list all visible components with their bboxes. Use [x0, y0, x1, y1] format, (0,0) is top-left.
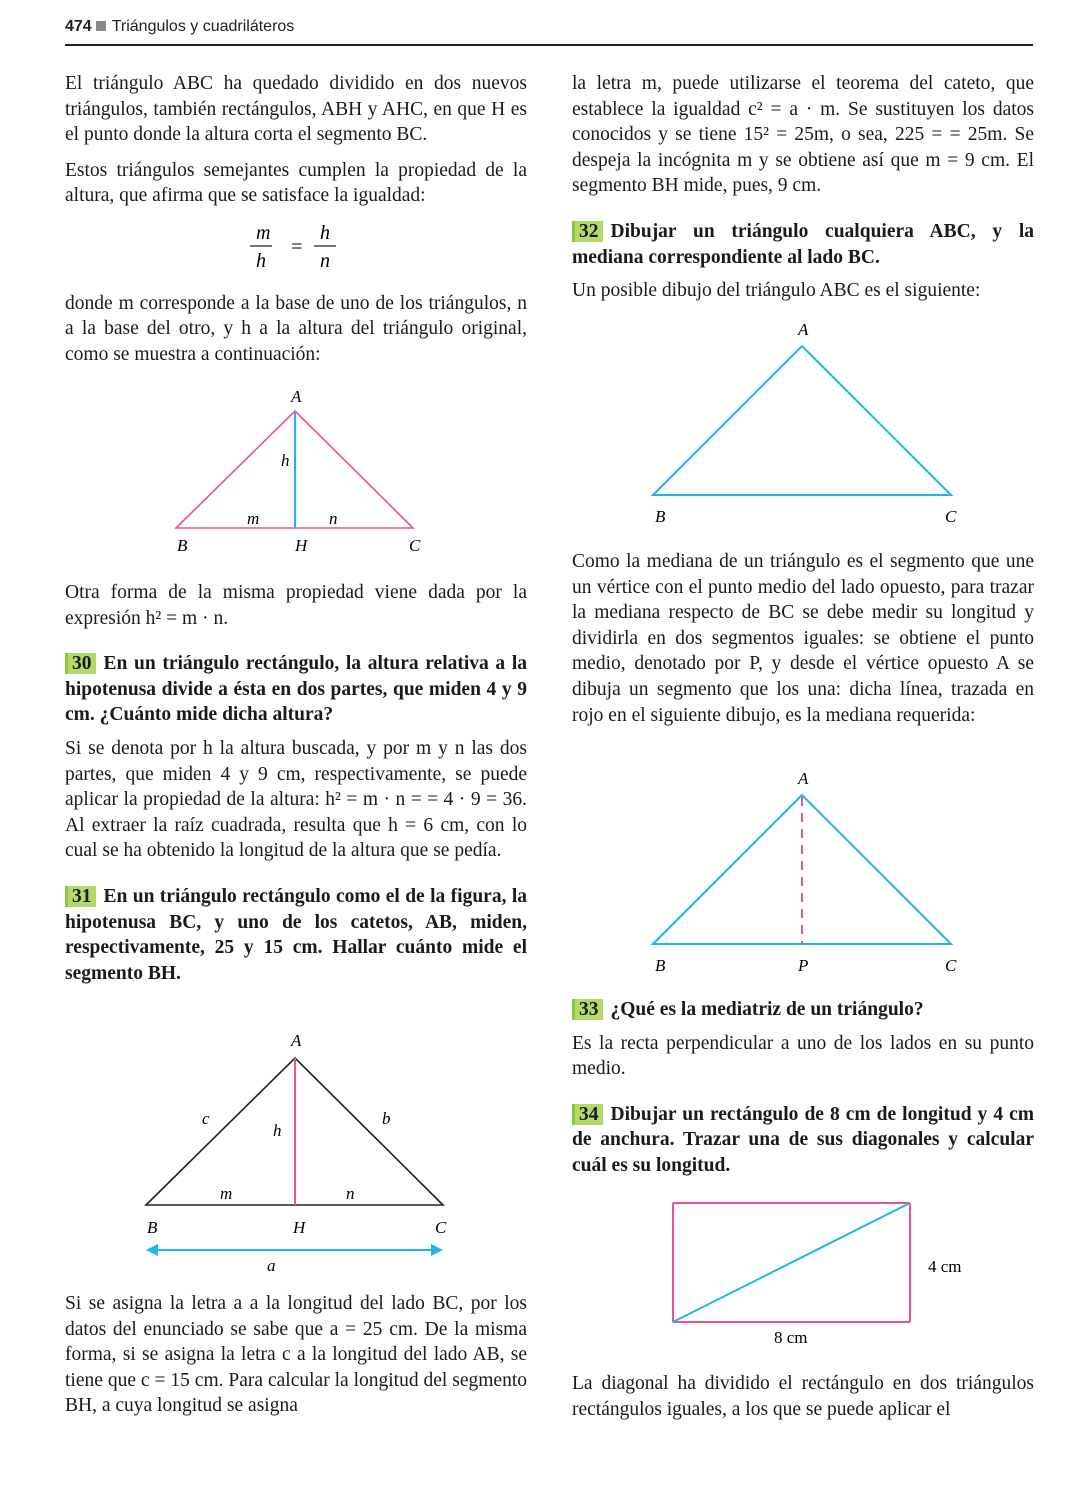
formula-m: m [256, 221, 271, 244]
formula [65, 219, 527, 283]
formula-h2: h [320, 221, 330, 244]
question-number: 33 [572, 999, 603, 1020]
figure-median [635, 767, 975, 982]
label-h: h [273, 1121, 282, 1140]
label-h: h [281, 451, 290, 470]
paragraph: la letra m, puede utilizarse el teorema del cateto, que establece la igualdad c² = a · m. Se sustituyen los datos conocidos y se tiene 15² = 25m, o sea, 225 = = 25m. Se despeja la incógnita m y se obtiene así que m = 9 cm. El segmento BH mide, pues, 9 cm. [572, 73, 1034, 197]
question-number: 30 [65, 653, 96, 674]
question-number: 34 [572, 1104, 603, 1125]
height-label: 4 cm [928, 1257, 962, 1276]
width-label: 8 cm [774, 1328, 808, 1347]
label-n: n [346, 1184, 355, 1203]
question-number: 31 [65, 886, 96, 907]
label-m: m [247, 509, 260, 528]
figure-altitude-triangle [160, 383, 440, 563]
question-text: ¿Qué es la mediatriz de un triángulo? [610, 999, 924, 1020]
paragraph: La diagonal ha dividido el rectángulo en dos triángulos rectángulos iguales, a los que se puede aplicar el [572, 1373, 1034, 1420]
label-A: A [798, 769, 809, 788]
label-a: a [267, 1256, 276, 1275]
paragraph: Un posible dibujo del triángulo ABC es el siguiente: [572, 280, 981, 302]
question-text: Dibujar un triángulo cualquiera ABC, y la mediana correspondiente al lado BC. [572, 220, 1034, 268]
label-B: B [655, 956, 666, 975]
paragraph: Si se denota por h la altura buscada, y por m y n las dos partes, que miden 4 y 9 cm, respectivamente, se puede aplicar la propiedad de la altura: h² = m · n = = 4 · 9 = 36. Al extraer la raíz cuadrada, resulta que h = 6 cm, con lo cual se ha obtenido la longitud de la altura que se pedía. [65, 737, 527, 862]
formula-n: n [320, 249, 330, 272]
paragraph: Como la mediana de un triángulo es el segmento que une un vértice con el punto medio del lado opuesto, para trazar la mediana respecto de BC se debe medir su longitud y dividirla en dos segmentos iguales: se obtiene el punto medio, denotado por P, y desde el vértice opuesto A se dibuja un segmento que los una: dicha línea, trazada en rojo en el siguiente dibujo, es la mediana requerida: [572, 551, 1034, 726]
label-B: B [177, 536, 188, 555]
fraction-formula [236, 219, 356, 275]
question-number: 32 [572, 221, 603, 242]
figure-triangle-abc [635, 318, 975, 533]
paragraph: Es la recta perpendicular a uno de los lados en su punto medio. [572, 1032, 1034, 1080]
question-33 [572, 997, 1034, 1023]
label-H: H [295, 536, 308, 555]
question-30 [65, 651, 527, 728]
page-number: 474 [65, 18, 92, 35]
paragraph: donde m corresponde a la base de uno de los triángulos, n a la base del otro, y h a la altura del triángulo original, como se muestra a continuación: [65, 292, 527, 365]
label-C: C [409, 536, 421, 555]
square-bullet-icon [96, 21, 106, 31]
label-C: C [435, 1218, 447, 1237]
left-column-3 [65, 1291, 527, 1429]
label-B: B [655, 507, 666, 526]
right-column [572, 71, 1034, 314]
left-column [65, 71, 527, 377]
right-column-3 [572, 997, 1034, 1187]
figure-right-triangle [130, 1030, 460, 1280]
label-H: H [293, 1218, 306, 1237]
paragraph: El triángulo ABC ha quedado dividido en dos nuevos triángulos, también rectángulos, ABH y AHC, en que H es el punto donde la altura corta el segmento BC. [65, 73, 527, 146]
label-B: B [147, 1218, 158, 1237]
formula-h: h [256, 249, 266, 272]
label-m: m [220, 1184, 233, 1203]
label-P: P [798, 956, 809, 975]
formula-eq: = [290, 235, 304, 258]
label-n: n [329, 509, 338, 528]
left-column-2 [65, 580, 527, 994]
label-C: C [945, 956, 957, 975]
label-c: c [202, 1109, 210, 1128]
chapter-title: Triángulos y cuadriláteros [111, 18, 295, 35]
question-text: En un triángulo rectángulo, la altura relativa a la hipotenusa divide a ésta en dos partes, que miden 4 y 9 cm. ¿Cuánto mide dicha altura? [65, 653, 527, 726]
paragraph: Si se asigna la letra a a la longitud del lado BC, por los datos del enunciado se sabe que a = 25 cm. De la misma forma, si se asigna la letra c a la longitud del lado AB, se tiene que c = 15 cm. Para calcular la longitud del segmento BH, a cuya longitud se asigna [65, 1293, 527, 1417]
question-text: En un triángulo rectángulo como el de la figura, la hipotenusa BC, y uno de los catetos, AB, miden, respectivamente, 25 y 15 cm. Hallar cuánto mide el segmento BH. [65, 885, 527, 984]
question-32 [572, 219, 1034, 270]
figure-rectangle [660, 1190, 980, 1355]
label-A: A [798, 320, 809, 339]
label-A: A [291, 1031, 302, 1050]
question-text: Dibujar un rectángulo de 8 cm de longitud y 4 cm de anchura. Trazar una de sus diagonales y calcular cuál es su longitud. [572, 1103, 1034, 1176]
paragraph: Estos triángulos semejantes cumplen la propiedad de la altura, que afirma que se satisface la igualdad: [65, 159, 527, 207]
paragraph: Otra forma de la misma propiedad viene dada por la expresión h² = m · n. [65, 582, 527, 629]
question-31 [65, 884, 527, 986]
right-column-4 [572, 1371, 1034, 1432]
page-header [65, 18, 1033, 46]
question-34 [572, 1102, 1034, 1179]
label-b: b [382, 1109, 391, 1128]
right-column-2 [572, 549, 1034, 738]
label-C: C [945, 507, 957, 526]
label-A: A [291, 387, 302, 406]
